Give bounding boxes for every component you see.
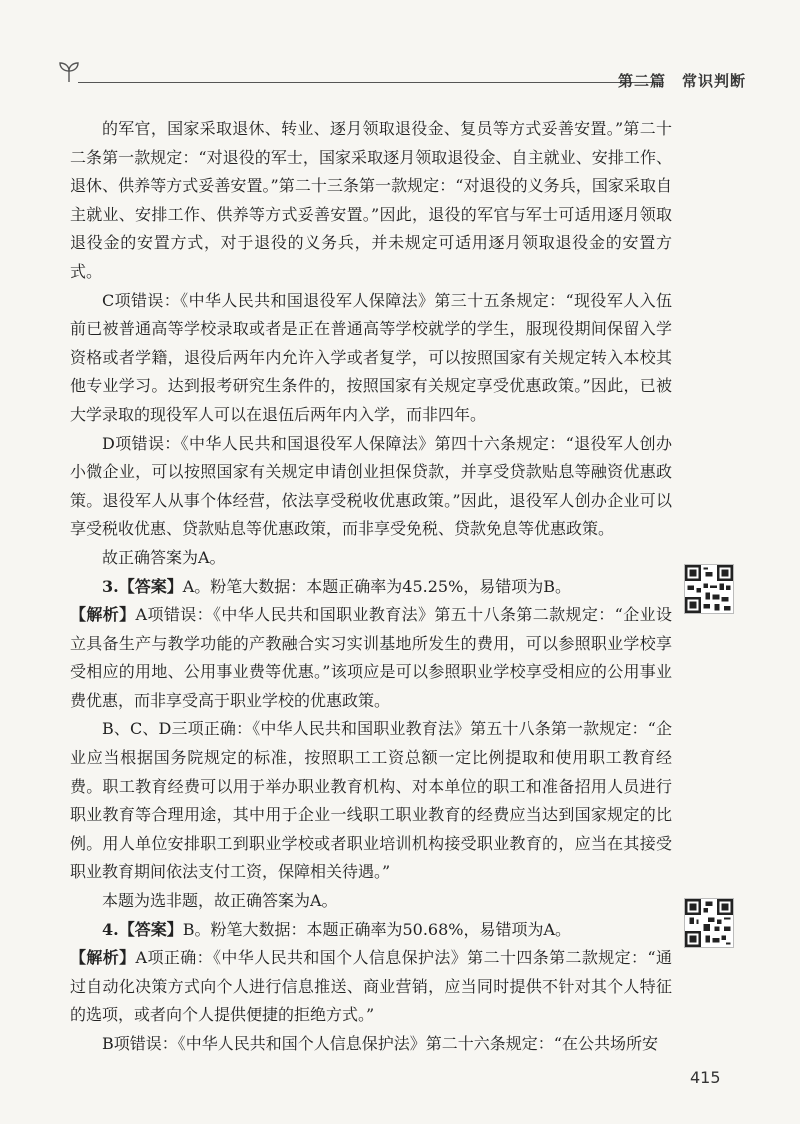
qr-code-icon[interactable] [684,564,734,614]
analysis-paragraph: 【解析】A项错误：《中华人民共和国职业教育法》第五十八条第二款规定：“企业设立具备生产与教学功能的产教融合实习实训基地所发生的费用，可以参照职业学校享受相应的用地、公用事业费等优惠。”该项应是可以参照职业学校享受相应的公用事业费优惠，而非享受高于职业学校的优惠政策。 [70,605,672,710]
paragraph: 故正确答案为A。 [102,547,226,567]
section-title: 第二篇 常识判断 [617,72,746,90]
page-header [56,58,746,98]
sprout-icon [56,58,82,84]
analysis-tag: 【解析】 [70,948,136,968]
analysis-tag: 【解析】 [70,605,136,625]
answer-tag: 4.【答案】 [102,919,183,939]
paragraph: B、C、D三项正确：《中华人民共和国职业教育法》第五十八条第一款规定：“企业应当根据国务院规定的标准，按照职工工资总额一定比例提取和使用职工教育经费。职工教育经费可以用于举办职业教育机构、对本单位的职工和准备招用人员进行职业教育等合理用途，其中用于企业一线职工职业教育的经费应当达到国家规定的比例。用人单位安排职工到职业学校或者职业培训机构接受职业教育的，应当在其接受职业教育期间依法支付工资，保障相关待遇。” [70,719,672,882]
answer-paragraph: 3.【答案】A。粉笔大数据：本题正确率为45.25%，易错项为B。 [102,576,572,596]
answer-paragraph: 4.【答案】B。粉笔大数据：本题正确率为50.68%，易错项为A。 [102,919,572,939]
analysis-paragraph: 【解析】A项正确：《中华人民共和国个人信息保护法》第二十四条第二款规定：“通过自动化决策方式向个人进行信息推送、商业营销，应当同时提供不针对其个人特征的选项，或者向个人提供便捷的拒绝方式。” [70,948,672,1025]
paragraph: B项错误：《中华人民共和国个人信息保护法》第二十六条规定：“在公共场所安 [102,1034,658,1053]
paragraph: C项错误：《中华人民共和国退役军人保障法》第三十五条规定：“现役军人入伍前已被普通高等学校录取或者是正在普通高等学校就学的学生，服现役期间保留入学资格或者学籍，退役后两年内允许入学或者复学，可以按照国家有关规定转入本校其他专业学习。达到报考研究生条件的，按照国家有关规定享受优惠政策。”因此，已被大学录取的现役军人可以在退伍后两年内入学，而非四年。 [70,290,672,424]
header-rule [78,82,658,83]
qr-code-icon[interactable] [684,898,734,948]
paragraph: 本题为选非题，故正确答案为A。 [102,891,338,911]
page-body [70,115,672,1059]
paragraph: D项错误：《中华人民共和国退役军人保障法》第四十六条规定：“退役军人创办小微企业，可以按照国家有关规定申请创业担保贷款，并享受贷款贴息等融资优惠政策。退役军人从事个体经营，依法享受税收优惠政策。”因此，退役军人创办企业可以享受税收优惠、贷款贴息等优惠政策，而非享受免税、贷款免息等优惠政策。 [70,433,672,539]
page-number: 415 [690,1068,721,1087]
paragraph: 的军官，国家采取退休、转业、逐月领取退役金、复员等方式妥善安置。”第二十二条第一款规定：“对退役的军士，国家采取逐月领取退役金、自主就业、安排工作、退休、供养等方式妥善安置。”第二十三条第一款规定：“对退役的义务兵，国家采取自主就业、安排工作、供养等方式妥善安置。”因此，退役的军官与军士可适用逐月领取退役金的安置方式，对于退役的义务兵，并未规定可适用逐月领取退役金的安置方式。 [70,119,672,281]
answer-tag: 3.【答案】 [102,576,183,596]
